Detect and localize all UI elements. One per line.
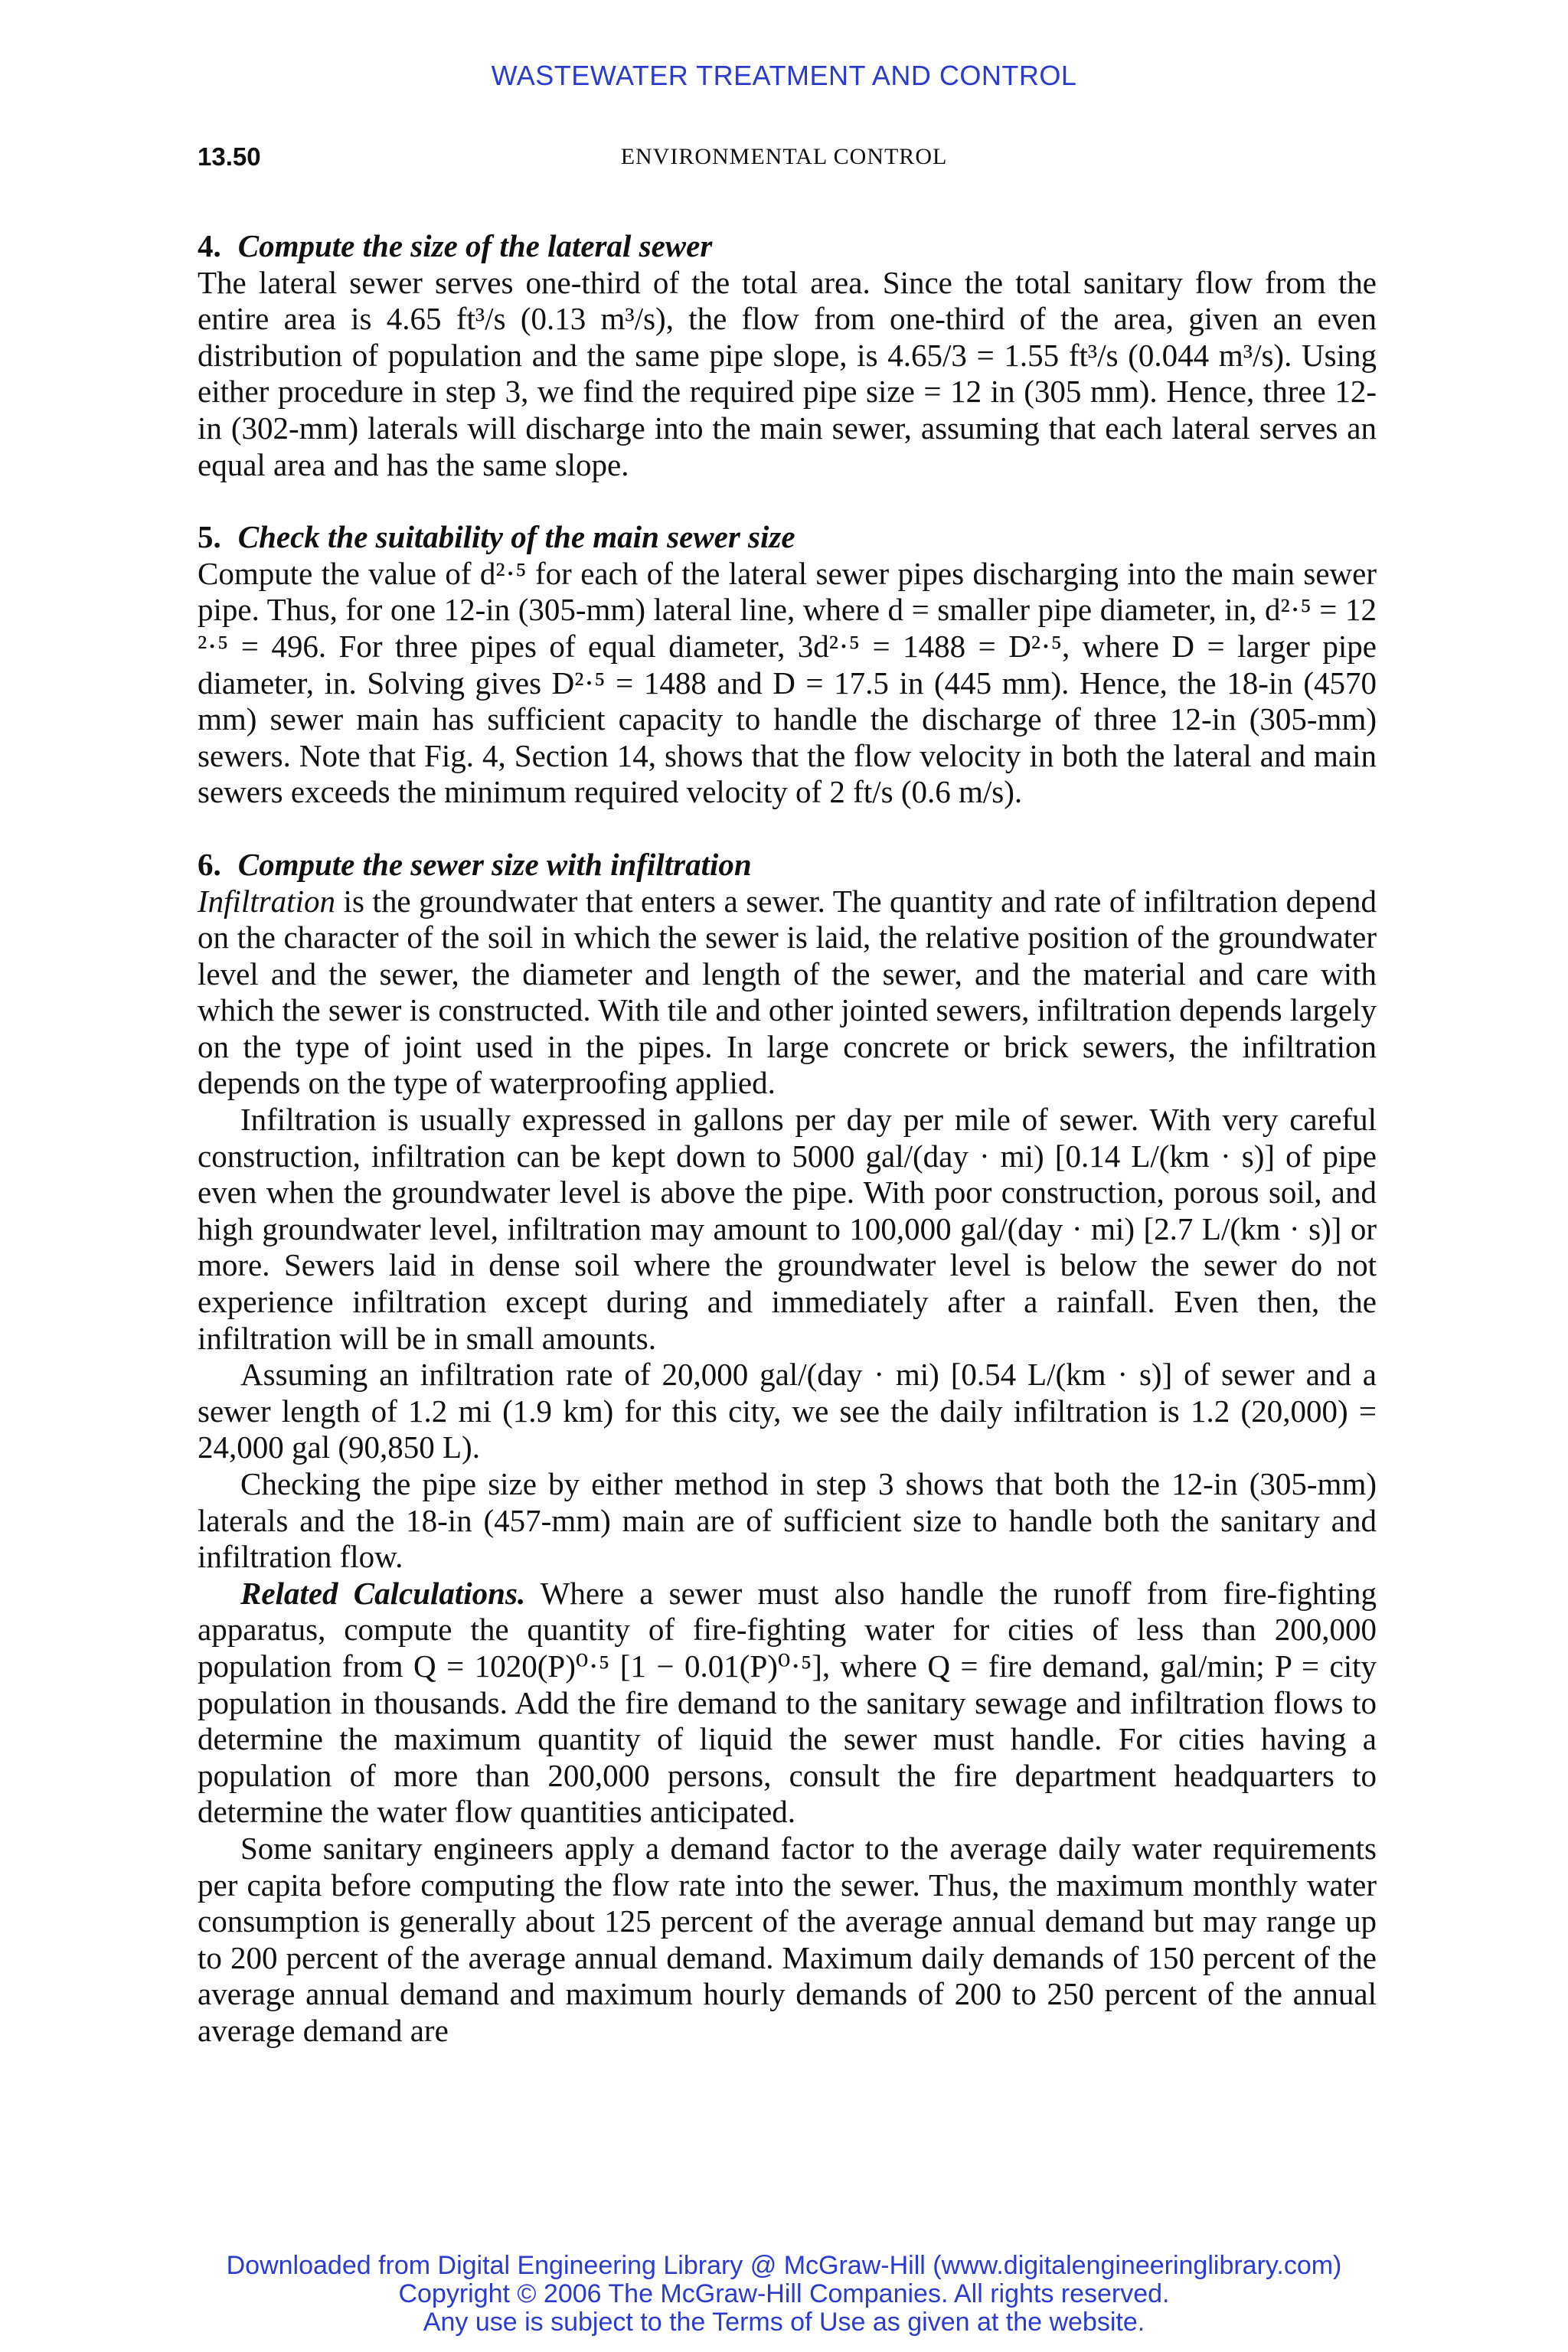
running-head: ENVIRONMENTAL CONTROL	[620, 144, 948, 169]
page-body	[198, 228, 1377, 2050]
paragraph: The lateral sewer serves one-third of the total area. Since the total sanitary flow from the entire area is 4.65 ft³/s (0.13 m³/s), the flow from one-third of the area, given an even distribution of population and the same pipe slope, is 4.65/3 = 1.55 ft³/s (0.044 m³/s). Using either procedure in step 3, we find the required pipe size = 12 in (305 mm). Hence, three 12-in (302-mm) laterals will discharge into the main sewer, assuming that each lateral serves an equal area and has the same slope.	[198, 264, 1377, 482]
step-number: 6.	[198, 846, 221, 882]
step-number: 4.	[198, 228, 221, 263]
paragraph: Assuming an infiltration rate of 20,000 gal/(day · mi) [0.54 L/(km · s)] of sewer and a sewer length of 1.2 mi (1.9 km) for this city, we see the daily infiltration is 1.2 (20,000) = 24,000 gal (90,850 L).	[198, 1357, 1377, 1465]
copyright-footer	[0, 2252, 1568, 2337]
step-number: 5.	[198, 519, 221, 555]
step-5	[198, 519, 1377, 811]
related-calculations-heading: Related Calculations.	[240, 1575, 526, 1611]
step-title: Compute the size of the lateral sewer	[237, 228, 713, 263]
step-heading	[198, 228, 1377, 265]
paragraph-text: Where a sewer must also handle the runoff from fire-fighting apparatus, compute the quantity of fire-fighting water for cities of less than 200,000 population from Q = 1020(P)⁰·⁵ [1 − 0.01(P)⁰·⁵], where Q = fire demand, gal/min; P = city population in thousands. Add the fire demand to the sanitary sewage and infiltration flows to determine the maximum quantity of liquid the sewer must handle. For cities having a population of more than 200,000 persons, consult the fire department headquarters to determine the water flow quantities anticipated.	[198, 1575, 1377, 1830]
footer-terms[interactable]: Any use is subject to the Terms of Use as given at the website.	[423, 2308, 1145, 2337]
paragraph: Compute the value of d²·⁵ for each of the lateral sewer pipes discharging into the main sewer pipe. Thus, for one 12-in (305-mm) lateral line, where d = smaller pipe diameter, in, d²·⁵ = 12 ²·⁵ = 496. For three pipes of equal diameter, 3d²·⁵ = 1488 = D²·⁵, where D = larger pipe diameter, in. Solving gives D²·⁵ = 1488 and D = 17.5 in (445 mm). Hence, the 18-in (4570 mm) sewer main has sufficient capacity to handle the discharge of three 12-in (305-mm) sewers. Note that Fig. 4, Section 14, shows that the flow velocity in both the lateral and main sewers exceeds the minimum required velocity of 2 ft/s (0.6 m/s).	[198, 555, 1377, 810]
paragraph	[198, 884, 1377, 1102]
paragraph-text: is the groundwater that enters a sewer. The quantity and rate of infiltration depend on the character of the soil in which the sewer is laid, the relative position of the groundwater level and the sewer, the diameter and length of the sewer, and the material and care with which the sewer is constructed. With tile and other jointed sewers, infiltration depends largely on the type of joint used in the pipes. In large concrete or brick sewers, the infiltration depends on the type of waterproofing applied.	[198, 883, 1377, 1101]
step-6	[198, 847, 1377, 2050]
related-calculations	[198, 1576, 1377, 1831]
footer-copyright: Copyright © 2006 The McGraw-Hill Companies. All rights reserved.	[398, 2279, 1170, 2308]
source-banner[interactable]: WASTEWATER TREATMENT AND CONTROL	[491, 60, 1077, 91]
page-number: 13.50	[198, 142, 261, 171]
term-infiltration: Infiltration	[198, 883, 335, 919]
step-title: Compute the sewer size with infiltration	[237, 846, 752, 882]
paragraph: Checking the pipe size by either method in step 3 shows that both the 12-in (305-mm) laterals and the 18-in (457-mm) main are of sufficient size to handle both the sanitary and infiltration flow.	[198, 1466, 1377, 1575]
step-4	[198, 228, 1377, 483]
paragraph: Some sanitary engineers apply a demand factor to the average daily water requirements per capita before computing the flow rate into the sewer. Thus, the maximum monthly water consumption is generally about 125 percent of the average annual demand but may range up to 200 percent of the average annual demand. Maximum daily demands of 150 percent of the average annual demand and maximum hourly demands of 200 to 250 percent of the annual average demand are	[198, 1830, 1377, 2048]
step-heading	[198, 519, 1377, 556]
step-title: Check the suitability of the main sewer size	[237, 519, 795, 555]
paragraph: Infiltration is usually expressed in gallons per day per mile of sewer. With very careful construction, infiltration can be kept down to 5000 gal/(day · mi) [0.14 L/(km · s)] of pipe even when the groundwater level is above the pipe. With poor construction, porous soil, and high groundwater level, infiltration may amount to 100,000 gal/(day · mi) [2.7 L/(km · s)] or more. Sewers laid in dense soil where the groundwater level is below the sewer do not experience infiltration except during and immediately after a rainfall. Even then, the infiltration will be in small amounts.	[198, 1102, 1377, 1356]
footer-download-link[interactable]: Downloaded from Digital Engineering Library @ McGraw-Hill (www.digitalengineeringlibrary.com)	[226, 2251, 1342, 2280]
step-heading	[198, 847, 1377, 884]
